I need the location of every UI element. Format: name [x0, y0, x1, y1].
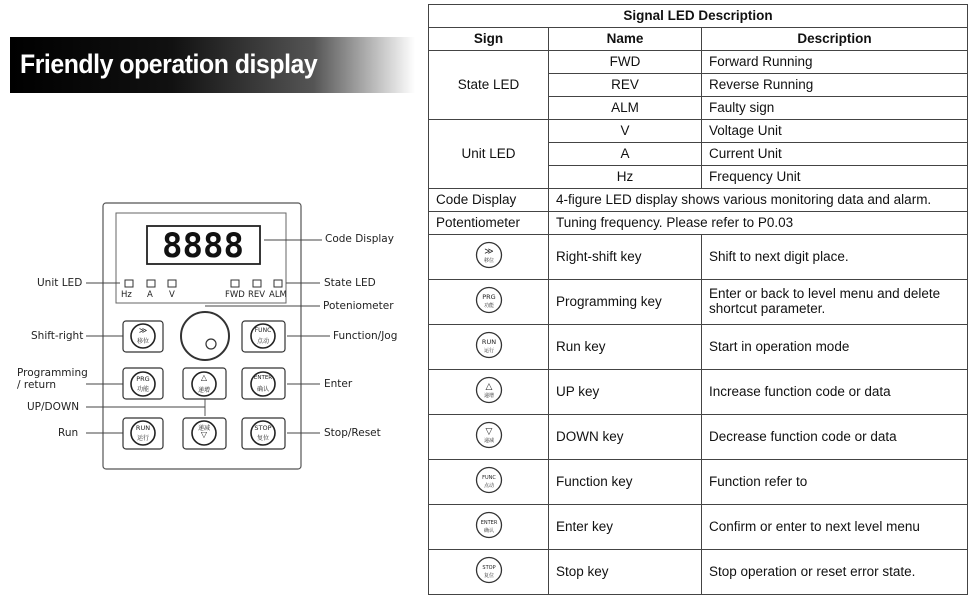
stop-key-icon: [429, 550, 549, 595]
key-prg-en: PRG: [136, 375, 150, 383]
key-prg-cn: 功能: [136, 386, 149, 393]
sign-code-display: Code Display: [429, 189, 549, 212]
prg-key-icon: [429, 280, 549, 325]
svg-text:复位: 复位: [483, 573, 494, 580]
desc-alm: Faulty sign: [702, 97, 968, 120]
led-fwd: [231, 280, 239, 287]
key-shift-cn: 移位: [136, 338, 149, 345]
label-stop-reset: Stop/Reset: [324, 427, 381, 439]
state-led-fwd-label: FWD: [225, 290, 245, 300]
key-func-cn: 点动: [256, 338, 269, 345]
led-alm: [274, 280, 282, 287]
svg-text:PRG: PRG: [481, 293, 496, 302]
name-v: V: [549, 120, 702, 143]
key-description: Function refer to: [702, 460, 968, 505]
sign-potentiometer: Potentiometer: [429, 212, 549, 235]
key-up-cn: 递增: [197, 387, 210, 394]
func-key-icon: [429, 460, 549, 505]
svg-text:ENTER: ENTER: [480, 520, 497, 527]
shift-key-icon: [429, 235, 549, 280]
name-alm: ALM: [549, 97, 702, 120]
svg-text:递增: 递增: [483, 393, 494, 400]
key-description: Stop operation or reset error state.: [702, 550, 968, 595]
svg-text:≫: ≫: [483, 247, 494, 258]
key-name: UP key: [549, 370, 702, 415]
label-up-down: UP/DOWN: [27, 401, 80, 413]
led-hz: [125, 280, 133, 287]
label-function-jog: Function/Jog: [333, 330, 398, 342]
table-row: [429, 460, 968, 505]
desc-rev: Reverse Running: [702, 74, 968, 97]
key-name: Function key: [549, 460, 702, 505]
svg-text:点动: 点动: [483, 483, 494, 490]
name-fwd: FWD: [549, 51, 702, 74]
unit-led-a-label: A: [147, 290, 153, 300]
label-enter: Enter: [324, 378, 353, 390]
table-row: [429, 415, 968, 460]
key-name: Right-shift key: [549, 235, 702, 280]
header-sign: Sign: [429, 28, 549, 51]
label-shift-right: Shift-right: [31, 330, 84, 342]
desc-code-display: 4-figure LED display shows various monitoring data and alarm.: [549, 189, 968, 212]
desc-v: Voltage Unit: [702, 120, 968, 143]
led-v: [168, 280, 176, 287]
led-a: [147, 280, 155, 287]
table-row: [429, 120, 968, 143]
header-description: Description: [702, 28, 968, 51]
table-row: [429, 370, 968, 415]
key-description: Increase function code or data: [702, 370, 968, 415]
led-digits: 8888: [162, 226, 244, 266]
svg-text:▽: ▽: [485, 427, 492, 438]
run-key-icon: [429, 325, 549, 370]
key-name: Programming key: [549, 280, 702, 325]
svg-text:△: △: [485, 382, 492, 393]
label-unit-led: Unit LED: [37, 277, 83, 289]
label-potentiometer: Poteniometer: [323, 300, 394, 312]
desc-hz: Frequency Unit: [702, 166, 968, 189]
header-name: Name: [549, 28, 702, 51]
table-row: [429, 51, 968, 74]
table-row: [429, 325, 968, 370]
key-description: Start in operation mode: [702, 325, 968, 370]
banner-title: Friendly operation display: [20, 49, 318, 79]
keypad-diagram: [0, 0, 430, 600]
label-state-led: State LED: [324, 277, 376, 289]
svg-text:确认: 确认: [483, 528, 494, 535]
key-description: Decrease function code or data: [702, 415, 968, 460]
key-name: Enter key: [549, 505, 702, 550]
name-hz: Hz: [549, 166, 702, 189]
svg-text:STOP: STOP: [481, 565, 496, 572]
key-description: Confirm or enter to next level menu: [702, 505, 968, 550]
label-code-display: Code Display: [325, 233, 394, 245]
state-led-alm-label: ALM: [269, 290, 287, 300]
down-key-icon: [429, 415, 549, 460]
table-row: [429, 505, 968, 550]
key-name: Run key: [549, 325, 702, 370]
unit-led-v-label: V: [169, 290, 175, 300]
name-a: A: [549, 143, 702, 166]
label-run: Run: [58, 427, 79, 439]
desc-fwd: Forward Running: [702, 51, 968, 74]
key-name: Stop key: [549, 550, 702, 595]
label-programming: Programming: [17, 367, 88, 379]
key-enter-en: ENTER: [253, 375, 273, 381]
sign-unit-led: Unit LED: [429, 120, 549, 189]
desc-a: Current Unit: [702, 143, 968, 166]
name-rev: REV: [549, 74, 702, 97]
table-row: [429, 235, 968, 280]
key-shift-en: ≫: [138, 326, 148, 335]
key-description: Shift to next digit place.: [702, 235, 968, 280]
svg-text:FUNC: FUNC: [481, 475, 496, 482]
table-title: Signal LED Description: [429, 5, 968, 28]
key-description: Enter or back to level menu and delete shortcut parameter.: [702, 280, 968, 325]
key-stop-en: STOP: [254, 424, 272, 432]
key-run-cn: 运行: [136, 435, 149, 442]
table-row: [429, 189, 968, 212]
desc-potentiometer: Tuning frequency. Please refer to P0.03: [549, 212, 968, 235]
key-down-cn: 递减: [197, 425, 210, 432]
key-stop-cn: 复位: [256, 435, 269, 442]
key-down-en: ▽: [200, 430, 208, 439]
key-run-en: RUN: [135, 424, 151, 432]
state-led-rev-label: REV: [248, 290, 266, 300]
up-key-icon: [429, 370, 549, 415]
key-up-en: △: [200, 373, 208, 382]
potentiometer-knob: [181, 312, 229, 360]
table-row: [429, 550, 968, 595]
table-row: [429, 212, 968, 235]
unit-led-hz-label: Hz: [121, 290, 132, 300]
svg-text:功能: 功能: [483, 303, 494, 310]
enter-key-icon: [429, 505, 549, 550]
svg-text:递减: 递减: [483, 438, 494, 445]
signal-led-table: [428, 4, 968, 595]
led-rev: [253, 280, 261, 287]
table-row: [429, 280, 968, 325]
sign-state-led: State LED: [429, 51, 549, 120]
label-return: / return: [17, 379, 56, 391]
key-name: DOWN key: [549, 415, 702, 460]
svg-text:移位: 移位: [483, 258, 494, 265]
svg-text:运行: 运行: [483, 348, 494, 355]
svg-text:RUN: RUN: [481, 338, 496, 347]
key-func-en: FUNC: [254, 327, 272, 334]
key-enter-cn: 确认: [256, 386, 269, 393]
